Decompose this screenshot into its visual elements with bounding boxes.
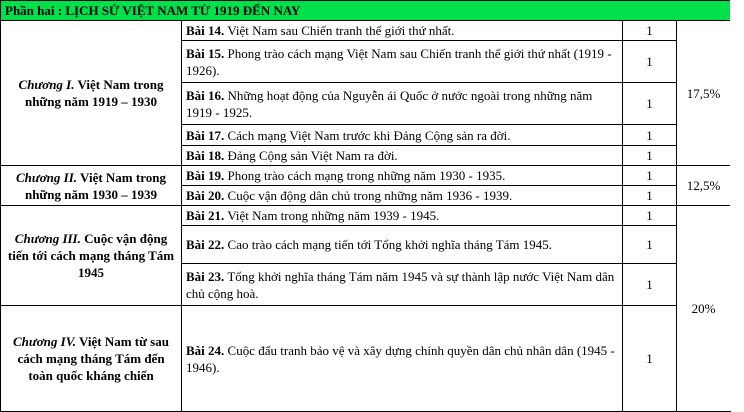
lesson-number: Bài 16. bbox=[186, 87, 225, 103]
table-row bbox=[1, 21, 731, 41]
periods-cell: 1 bbox=[623, 21, 677, 41]
chapter-name: Chương II. bbox=[16, 169, 78, 185]
lesson-cell bbox=[182, 83, 623, 125]
lesson-title: Phong trào cách mạng trong những năm 1930 - 1935. bbox=[227, 168, 506, 183]
lesson-number: Bài 19. bbox=[186, 168, 225, 183]
periods-cell: 1 bbox=[623, 306, 677, 412]
page-edge bbox=[730, 0, 744, 411]
periods-cell: 1 bbox=[623, 264, 677, 306]
chapter-name: Chương IV. bbox=[13, 334, 76, 349]
lesson-title: Tổng khởi nghĩa tháng Tám năm 1945 và sự thành lập nước Việt Nam dân chủ cộng hoà. bbox=[186, 268, 615, 301]
lesson-cell bbox=[182, 206, 623, 226]
lesson-title: Cuộc đấu tranh bảo vệ và xây dựng chính quyền dân chủ nhân dân (1945 - 1946). bbox=[186, 342, 615, 375]
lesson-cell bbox=[182, 21, 623, 41]
lesson-number: Bài 22. bbox=[186, 237, 225, 252]
lesson-cell bbox=[182, 146, 623, 166]
lesson-cell bbox=[182, 166, 623, 186]
chapter-title: Việt Nam trong những năm 1930 – 1939 bbox=[24, 169, 166, 202]
periods-cell: 1 bbox=[623, 146, 677, 166]
percent-cell: 17,5% bbox=[677, 21, 731, 166]
chapter-cell bbox=[1, 166, 182, 206]
lesson-title: Những hoạt động của Nguyễn ái Quốc ở nước ngoài trong những năm 1919 - 1925. bbox=[186, 87, 593, 120]
lesson-number: Bài 21. bbox=[186, 208, 225, 223]
lesson-cell bbox=[182, 264, 623, 306]
percent-cell: 12,5% bbox=[677, 166, 731, 206]
periods-cell: 1 bbox=[623, 125, 677, 146]
periods-cell: 1 bbox=[623, 41, 677, 83]
lesson-title: Đảng Cộng sản Việt Nam ra đời. bbox=[227, 148, 398, 163]
table-row bbox=[1, 306, 731, 412]
lesson-number: Bài 24. bbox=[186, 342, 225, 358]
chapter-cell bbox=[1, 306, 182, 412]
part-title: Phần hai : LỊCH SỬ VIỆT NAM TỪ 1919 ĐẾN NAY bbox=[1, 1, 731, 21]
periods-cell: 1 bbox=[623, 206, 677, 226]
table-row bbox=[1, 166, 731, 186]
lesson-cell bbox=[182, 186, 623, 206]
lesson-number: Bài 23. bbox=[186, 268, 225, 284]
lesson-title: Phong trào cách mạng Việt Nam sau Chiến tranh thế giới thứ nhất (1919 - 1926). bbox=[186, 45, 612, 78]
lesson-number: Bài 15. bbox=[186, 45, 225, 61]
lesson-cell bbox=[182, 125, 623, 146]
lesson-title: Cuộc vận động dân chủ trong những năm 1936 - 1939. bbox=[227, 188, 513, 203]
lesson-title: Việt Nam trong những năm 1939 - 1945. bbox=[227, 208, 440, 223]
lesson-number: Bài 20. bbox=[186, 188, 225, 203]
lesson-cell bbox=[182, 306, 623, 412]
lesson-number: Bài 18. bbox=[186, 148, 225, 163]
lesson-number: Bài 14. bbox=[186, 23, 225, 38]
chapter-title: Cuộc vận động tiến tới cách mạng tháng Tám 1945 bbox=[7, 231, 175, 280]
lesson-cell bbox=[182, 41, 623, 83]
chapter-name: Chương I. bbox=[18, 77, 75, 92]
lesson-title: Cách mạng Việt Nam trước khi Đảng Cộng sản ra đời. bbox=[227, 127, 511, 143]
periods-cell: 1 bbox=[623, 226, 677, 264]
lesson-title: Cao trào cách mạng tiến tới Tổng khởi nghĩa tháng Tám 1945. bbox=[227, 237, 553, 252]
chapter-title: Việt Nam từ sau cách mạng tháng Tám đến toàn quốc kháng chiến bbox=[17, 334, 169, 383]
periods-cell: 1 bbox=[623, 83, 677, 125]
chapter-name: Chương III. bbox=[14, 231, 81, 246]
periods-cell: 1 bbox=[623, 166, 677, 186]
chapter-cell bbox=[1, 206, 182, 306]
periods-cell: 1 bbox=[623, 186, 677, 206]
table-row bbox=[1, 206, 731, 226]
lesson-number: Bài 17. bbox=[186, 127, 225, 143]
percent-cell: 20% bbox=[677, 206, 731, 412]
chapter-cell bbox=[1, 21, 182, 166]
lesson-cell bbox=[182, 226, 623, 264]
lesson-title: Việt Nam sau Chiến tranh thế giới thứ nhất. bbox=[227, 23, 455, 38]
part-header-row bbox=[1, 1, 731, 21]
chapter-title: Việt Nam trong những năm 1919 – 1930 bbox=[24, 77, 164, 109]
